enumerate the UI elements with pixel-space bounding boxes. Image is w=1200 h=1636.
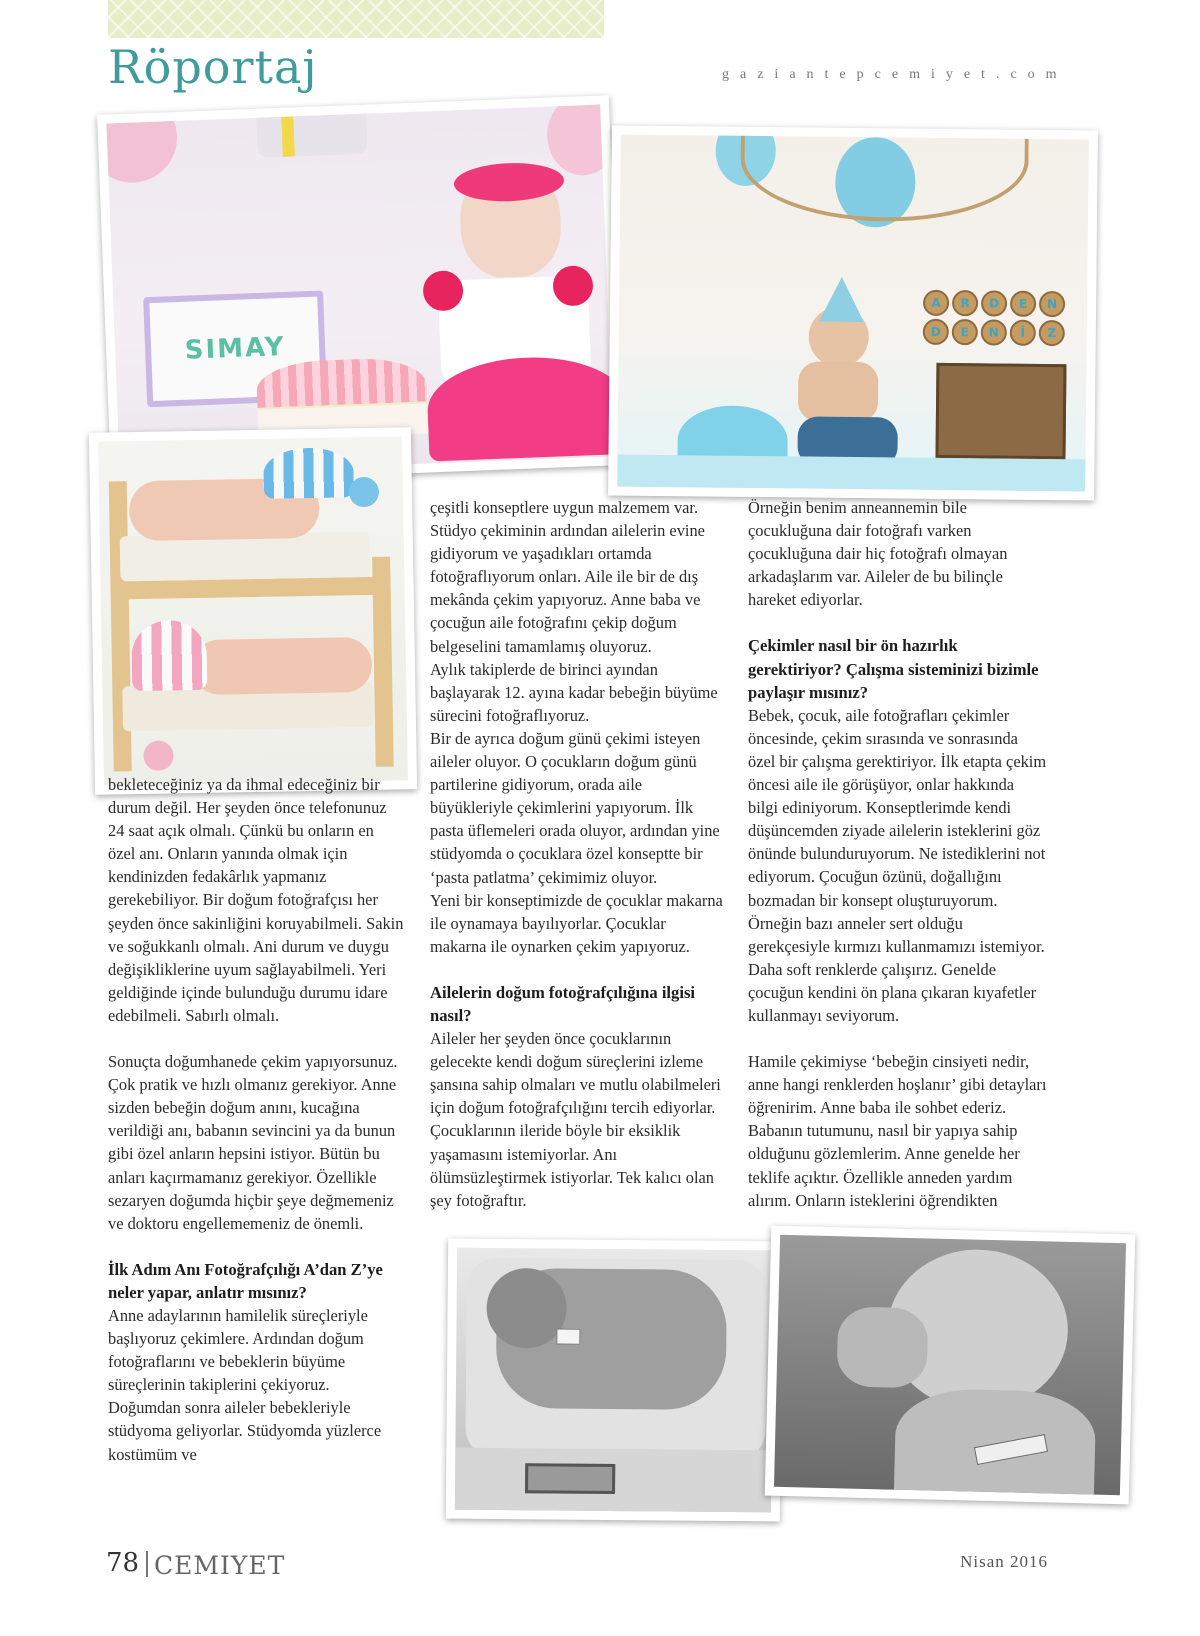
letter: D [981,290,1007,316]
letter: N [981,319,1007,345]
letter: N [1039,291,1065,317]
letter: E [1010,291,1036,317]
article-column-3 [748,496,1048,1212]
magazine-name: CEMIYET [154,1551,286,1580]
article-column-1 [108,773,404,1466]
interview-question: Ailelerin doğum fotoğrafçılığına ilgisi nasıl? [430,982,696,1025]
article-column-2 [430,496,726,1212]
photo-newborn-closeup [765,1226,1135,1505]
paragraph: Bir de ayrıca doğum günü çekimi isteyen aileler oluyor. O çocukların doğum günü partilerine gidiyorum, orada aile büyükleriyle çekimlerini yapıyorum. İlk pasta üflemeleri orada oluyor, ardından yine stüdyomda o çocuklara özel konseptte bir ‘pasta patlatma’ çekimimiz oluyor. [430,728,720,887]
letter: İ [1010,320,1036,346]
letter: Z [1039,320,1065,346]
paragraph: Bebek, çocuk, aile fotoğrafları çekimler öncesinde, çekim sırasında ve sonrasında özel bir çalışma gerektiriyor. İlk etapta çekim öncesi aile ile görüşüyor, onlar hakkında bilgi ediniyorum. Konseptlerimde kendi düşüncemden ziyade ailelerin isteklerini göz önünde bulunduruyorum. Ne istediklerini not ediyorum. Çocuğun özünü, doğallığını bozmadan bir konsept oluşturuyorum. Örneğin bazı anneler sert olduğu gerekçesiyle kırmızı kullanmamızı istemiyor. Daha soft renklerde çalışırız. Genelde çocuğun kendini ön plana çıkaran kıyafetler kullanmayı seviyorum. [748,705,1047,1025]
photo-newborn-scale-image [455,1248,773,1513]
photo-girl-image [106,105,613,476]
paragraph: Aylık takiplerde de birinci ayından başlayarak 12. ayına kadar bebeğin büyüme sürecini fotoğraflıyoruz. [430,659,718,725]
paragraph: Hamile çekimiyse ‘bebeğin cinsiyeti nedir, anne hangi renklerden hoşlanır’ gibi detayları öğrenirim. Anne baba ile sohbet ederiz. Babanın tutumunu, nasıl bir yapıya sahip olduğunu gözlemlerim. Anne genelde her teklife açıktır. Özellikle anneden yardım alırım. Onların isteklerini öğrendikten [748,1052,1047,1210]
name-card: SIMAY [143,290,327,407]
paragraph: Anne adaylarının hamilelik süreçleriyle başlıyoruz çekimlere. Ardından doğum fotoğraflarını ve bebeklerin büyüme süreçlerinin takiplerini çekiyoruz. Doğumdan sonra aileler bebekleriyle stüdyoma geliyorlar. Stüdyomda yüzlerce kostümüm ve [108,1305,382,1464]
section-title: Röportaj [108,40,318,94]
issue-date: Nisan 2016 [960,1552,1048,1571]
photo-babies-bunk-bed [89,427,417,795]
site-url: gaziantepcemiyet.com [722,67,1068,82]
letter: A [923,290,949,316]
paragraph: bekleteceğiniz ya da ihmal edeceğiniz bir durum değil. Her şeyden önce telefonunuz 24 saat açık olmalı. Çünkü bu onların en özel anı. Onların yanında olmak için kendinizden fedakârlık yapmanız gerekebiliyor. Bir doğum fotoğrafçısı her şeyden önce sakinliğini koruyabilmeli. Sakin ve soğukkanlı olmalı. Ani durum ve duygu değişikliklerine uyum sağlayabilmeli. Yeri geldiğinde içinde bulunduğu durumu idare edebilmeli. Sabırlı olmalı. [108,775,404,1025]
name-letters [923,290,1066,346]
interview-question: Çekimler nasıl bir ön hazırlık gerektiriyor? Çalışma sisteminizi bizimle paylaşır mısınız? [748,636,1039,702]
letter: E [952,319,978,345]
paragraph: Örneğin benim anneannemin bile çocukluğuna dair fotoğrafı varken çocukluğuna dair hiç fotoğrafı olmayan arkadaşlarım var. Aileler de bu bilinçle hareket ediyorlar. [748,498,1008,610]
header-pattern-band [108,0,604,38]
photo-babies-image [98,436,408,785]
letter: R [952,290,978,316]
photo-girl-cake-smash [97,95,623,484]
photo-newborn-closeup-image [774,1235,1126,1495]
photo-boy-image [617,135,1089,492]
photo-boy-cake-smash [608,125,1098,500]
paragraph: Aileler her şeyden önce çocuklarının gelecekte kendi doğum süreçlerini izleme şansına sahip olmaları ve mutlu olabilmeleri için doğum fotoğrafçılığını tercih ediyorlar. Çocuklarının ileride böyle bir eksiklik yaşamasını istemiyorlar. Anı ölümsüzleştirmek istiyorlar. Tek kalıcı olan şey fotoğraftır. [430,1029,721,1210]
paragraph: Yeni bir konseptimizde de çocuklar makarna ile oynamaya bayılıyorlar. Çocuklar makarna ile oynarken çekim yapıyoruz. [430,890,723,956]
paragraph: çeşitli konseptlere uygun malzemem var. Stüdyo çekiminin ardından ailelerin evine gidiyorum ve yaşadıkları ortamda fotoğraflıyorum onları. Aile ile bir de dış mekânda çekim yapıyoruz. Anne baba ve çocuğun aile fotoğrafını çekip doğum belgeselini tamamlamış oluyoruz. [430,498,705,656]
page-number: 78 [106,1548,140,1578]
footer-divider [146,1551,148,1577]
paragraph: Sonuçta doğumhanede çekim yapıyorsunuz. Çok pratik ve hızlı olmanız gerekiyor. Anne sizden bebeğin doğum anını, kucağına verildiği anı, babanın sevincini ya da bunun gibi özel anların hepsini istiyor. Bütün bu anları kaçırmamanız gerekiyor. Özellikle sezaryen doğumda hiçbir şeye değmemeniz ve doktoru engellememeniz de önemli. [108,1052,398,1233]
interview-question: İlk Adım Anı Fotoğrafçılığı A’dan Z’ye neler yapar, anlatır mısınız? [108,1259,383,1302]
letter: D [923,319,949,345]
photo-newborn-scale [446,1239,782,1522]
